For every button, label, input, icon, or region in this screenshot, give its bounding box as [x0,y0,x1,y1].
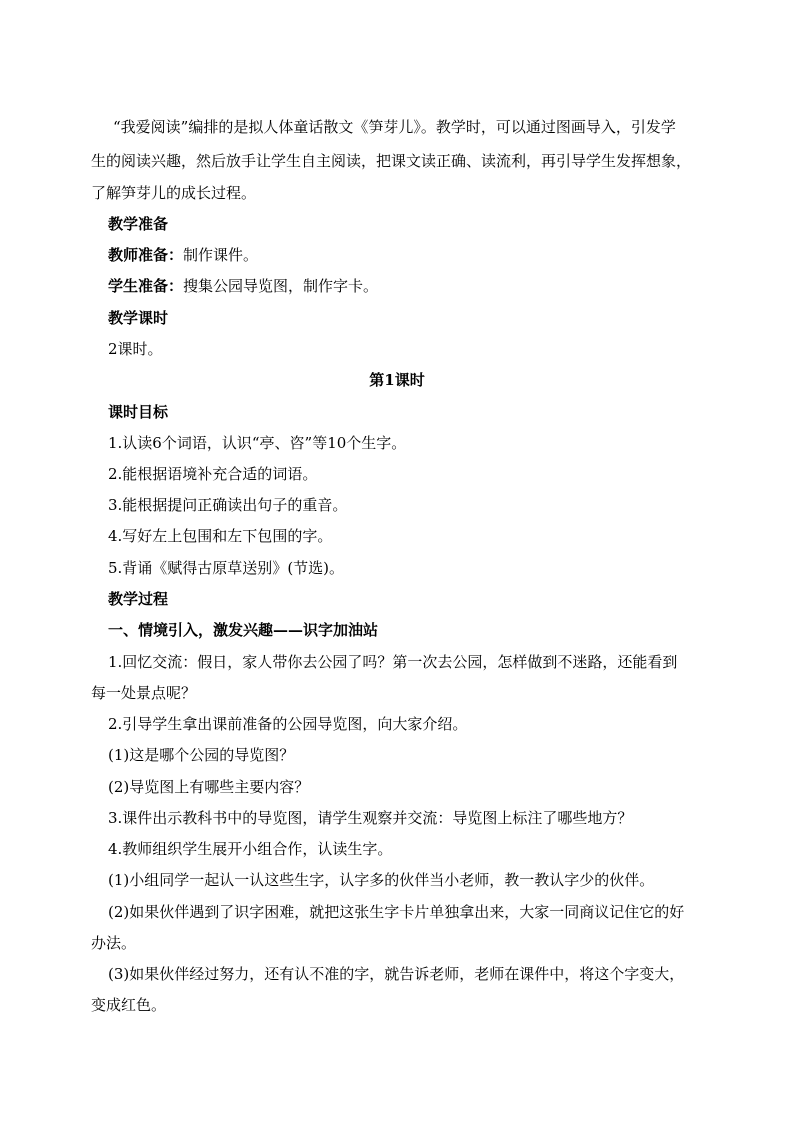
teacher-prep [108,245,258,265]
process-paragraph: 2.引导学生拿出课前准备的公园导览图，向大家介绍。 [108,715,468,733]
student-prep-text: 搜集公园导览图，制作字卡。 [183,277,379,295]
student-prep [108,276,378,296]
section-heading: 教学过程 [108,590,169,608]
student-prep-label: 学生准备： [108,277,184,295]
objective-item: 1.认读6个词语，认识“亭、咨”等10个生字。 [108,434,407,452]
intro-line: 生的阅读兴趣，然后放手让学生自主阅读，把课文读正确、读流利，再引导学生发挥想象， [91,152,692,170]
hours-value: 2课时。 [108,340,163,358]
section-heading: 课时目标 [108,403,169,421]
section-heading: 教学课时 [108,309,169,327]
process-paragraph: 每一处景点呢？ [91,684,197,702]
process-paragraph: 4.教师组织学生展开小组合作，认读生字。 [108,840,393,858]
intro-line: 了解笋芽儿的成长过程。 [91,184,257,202]
process-subitem: (1)小组同学一起认一认这些生字，认字多的伙伴当小老师，教一教认字少的伙伴。 [108,871,655,889]
process-subitem: (3)如果伙伴经过努力，还有认不准的字，就告诉老师，老师在课件中，将这个字变大， [108,965,685,983]
process-subitem: 办法。 [91,934,137,952]
process-subitem: 变成红色。 [91,996,167,1014]
objective-item: 2.能根据语境补充合适的词语。 [108,465,318,483]
process-subitem: (2)导览图上有哪些主要内容？ [108,778,310,796]
objective-item: 5.背诵《赋得古原草送别》(节选)。 [108,559,345,577]
subsection-title: 一、情境引入，激发兴趣——识字加油站 [108,621,379,639]
process-subitem: (2)如果伙伴遇到了识字困难，就把这张生字卡片单独拿出来，大家一同商议记住它的好 [108,903,685,921]
intro-line: “我爱阅读”编排的是拟人体童话散文《笋芽儿》。教学时，可以通过图画导入，引发学 [113,118,676,136]
section-heading: 教学准备 [108,215,169,233]
teacher-prep-label: 教师准备： [108,246,184,264]
teacher-prep-text: 制作课件。 [183,246,259,264]
objective-item: 4.写好左上包围和左下包围的字。 [108,527,333,545]
lesson-title: 第1课时 [369,371,425,389]
process-paragraph: 1.回忆交流：假日，家人带你去公园了吗？第一次去公园，怎样做到不迷路，还能看到 [108,653,678,671]
process-subitem: (1)这是哪个公园的导览图？ [108,746,295,764]
objective-item: 3.能根据提问正确读出句子的重音。 [108,496,348,514]
process-paragraph: 3.课件出示教科书中的导览图，请学生观察并交流：导览图上标注了哪些地方？ [108,809,633,827]
